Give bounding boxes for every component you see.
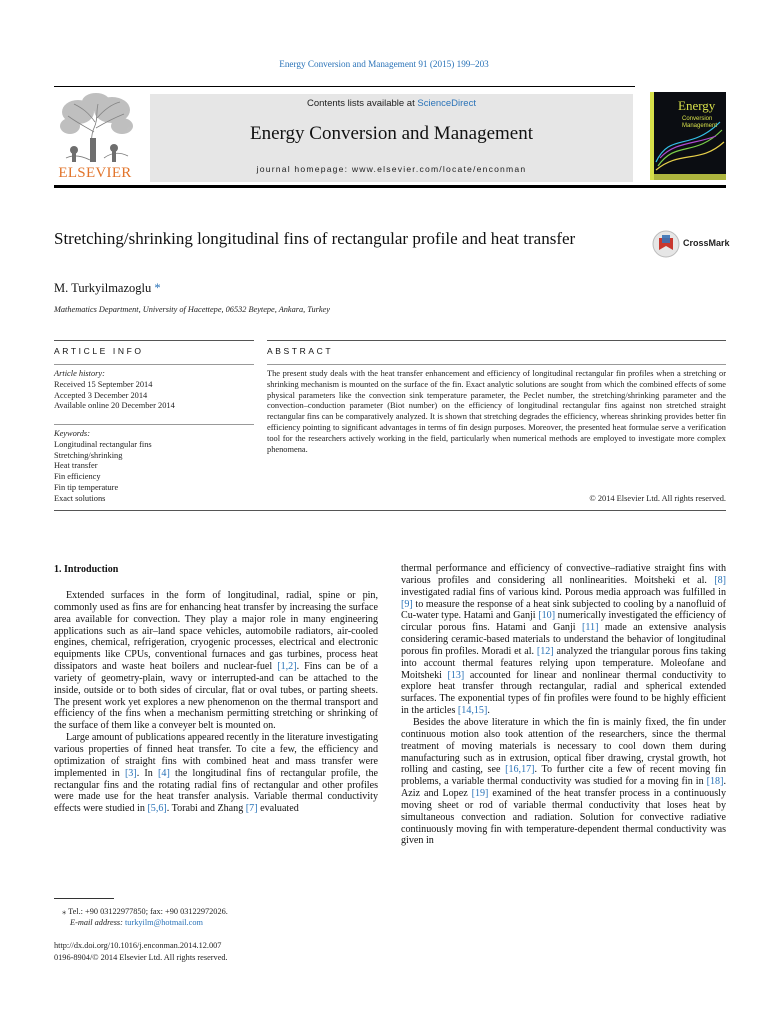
keywords-label: Keywords: [54,429,90,438]
text-run: numerically investigated the efficiency of circular porous fins. Hatami and Ganji [401,610,726,634]
abstract-subrule [267,364,726,365]
citation-link[interactable]: [9] [401,598,413,610]
footnote-contact [62,906,228,916]
footnote-rule [54,898,114,899]
history-online: Available online 20 December 2014 [54,401,175,411]
citation-link[interactable]: [8] [714,574,726,586]
issn-line: 0196-8904/© 2014 Elsevier Ltd. All rights reserved. [54,953,228,962]
author-footnote-mark[interactable]: * [154,281,161,295]
article-info-heading: ARTICLE INFO [54,346,144,356]
journal-reference[interactable]: Energy Conversion and Management 91 (2015) 199–203 [279,59,489,69]
journal-title: Energy Conversion and Management [250,123,533,144]
text-run: accounted for linear and nonlinear thermal conductivity to explore heat transfer through rectangular, radial and spherical extended surfaces. The exponential types of fin profiles were found to be highly efficient in the articles [401,669,726,717]
doi-link[interactable]: http://dx.doi.org/10.1016/j.enconman.2014.12.007 [54,941,222,950]
text-run: . In [136,767,159,779]
email-link[interactable]: turkyilm@hotmail.com [125,918,203,927]
body-paragraph [401,717,726,847]
citation-link[interactable]: [12] [536,645,554,657]
citation-link[interactable]: [11] [581,622,599,634]
header-top-rule [54,86,635,87]
citation-link[interactable]: [16,17] [505,764,535,776]
paper-title: Stretching/shrinking longitudinal fins of rectangular profile and heat transfer [54,229,576,248]
cover-subtitle-1: Conversion [682,116,713,122]
elsevier-tree-logo [54,92,136,180]
keyword-item: Longitudinal rectangular fins [54,439,152,449]
journal-header [54,92,726,182]
history-received: Received 15 September 2014 [54,379,153,389]
body-paragraph [401,563,726,717]
text-run: investigated radial fins of various kind. Porous media approach was fulfilled in [401,586,726,598]
text-run: . Torabi and Zhang [166,803,246,815]
text-run: thermal performance and efficiency of convective–radiative straight fins with various profiles and considering all nonlinearities. Moitsheki et al. [401,563,726,586]
text-run: the longitudinal fins of rectangular profile, the rectangular fins and the rotating radial fins of rectangular and other profiles were made use for the heat transfer analysis. Variable thermal conductivity effects were studied in [54,767,378,815]
text-run: . Fins can be of a variety of geometry-plain, wavy or interrupted-and can be attached to the inside, outside or to both sides of circular, flat or oval tubes, or parting sheets. The present work yet explores a new phenomenon on the thermal transport and efficiency of the fins when a mechanism permitting stretching or shrinking of the surface of them like a conveyer belt is mounted on. [54,661,378,732]
text-run: Extended surfaces in the form of longitudinal, radial, spine or pin, commonly used as fins are for enhancing heat transfer by increasing the surface area available for convection. They play a major role in many engineering applications such as air–land space vehicles, automobile radiators, air-cooled engines, chemical, refrigeration, cryogenic processes, electrical and electronic equipments like CPUs, conventional furnaces and gas turbines, process heat dissipators and waste heat boilers and nuclear-fuel [54,590,378,673]
footnote-tel: Tel.: +90 03122977850; fax: +90 03122972026. [68,907,228,916]
journal-banner [150,94,633,182]
article-info-rule [54,340,254,341]
keyword-item: Exact solutions [54,493,106,503]
citation-link[interactable]: [1,2] [277,661,297,673]
citation-link[interactable]: [10] [538,610,556,622]
citation-link[interactable]: [13] [447,669,465,681]
crossmark-icon [652,229,680,259]
keywords-rule [54,424,254,425]
author-name: M. Turkyilmazoglu [54,281,152,295]
keywords-block [54,429,152,505]
keyword-item: Stretching/shrinking [54,450,123,460]
section-heading-introduction: 1. Introduction [54,564,119,575]
history-accepted: Accepted 3 December 2014 [54,390,148,400]
citation-link[interactable]: [3] [124,767,137,779]
contents-prefix: Contents lists available at [307,98,418,109]
citation-link[interactable]: [5,6] [147,803,167,815]
citation-link[interactable]: [4] [158,767,170,779]
cover-title: Energy [678,98,716,113]
text-run: . Aziz and Lopez [401,776,726,800]
body-paragraph [54,732,378,815]
front-matter-bottom-rule [54,510,726,511]
article-history [54,369,175,412]
email-label: E-mail address: [70,918,125,927]
cover-subtitle [682,116,717,129]
header-bottom-rule [54,185,726,188]
footnote-email-line [70,918,203,927]
body-paragraph [54,590,378,732]
text-run: to measure the response of a heat sink subjected to cooling by a nanofluid of Cu-water type. Hatami and Ganji [401,598,726,622]
keyword-item: Fin efficiency [54,472,101,482]
text-run: examined of the heat transfer process in a continuously moving sheet or rod of variable thermal conductivity that loses heat by simultaneous convection and radiation. Solution for convective radiative continuously moving fin with temperature-dependent thermal conductivity was given in [401,788,726,847]
crossmark-label: CrossMark [683,238,730,248]
abstract-heading: ABSTRACT [267,346,334,356]
keyword-item: Heat transfer [54,461,98,471]
cover-subtitle-2: Management [682,122,718,129]
abstract-rule [267,340,726,341]
elsevier-wordmark: ELSEVIER [58,165,132,181]
text-run: evaluated [257,803,299,815]
sciencedirect-link[interactable]: ScienceDirect [417,98,476,109]
citation-link[interactable]: [14,15] [457,705,488,717]
body-column-right [401,563,726,847]
abstract-text: The present study deals with the heat transfer enhancement and efficiency of longitudinal rectangular fin profiles when a stretching or shrinking mechanism is mounted on the surface of the fin. Exact analytic solutions are sought from which the combined effects of some physical parameters like the convection sink temperature parameter, the Peclet number, the stretching/shrinking parameter and the convection–conduction parameter (Biot number) on the efficiency of longitudinal rectangular fins against non stretched straight rectangular fins can be comparatively analyzed. It is shown that stretching degrades the efficiency, whereas shrinking provides better fin efficiency pointing to significant advantages in terms of fin design purposes. Moreover, the presented heat formulae serve a verification tool for the researchers actively working in the field, particularly when numerical methods are employed to investigate more complex phenomena. [267,369,726,454]
text-run: analyzed the triangular porous fins taking into account thermal features relying upon temperature. Moleofane and Moitsheki [401,645,726,681]
article-info-subrule [54,364,254,365]
text-run: . [487,705,490,717]
tree-icon [54,92,136,164]
text-run: Besides the above literature in which the fin is mainly fixed, the fin under continuous motion also took attention of the researchers, since the thermal treatment of moving materials is necessary to cool down them during manufacturing such as in extrusion, optical fiber drawing, crystal growth, hot rolling and casting, see [401,716,726,776]
author-affiliation: Mathematics Department, University of Hacettepe, 06532 Beytepe, Ankara, Turkey [54,305,330,314]
journal-homepage-link[interactable]: journal homepage: www.elsevier.com/locate/enconman [256,164,527,174]
history-label: Article history: [54,369,105,378]
crossmark-badge[interactable] [652,229,732,261]
citation-link[interactable]: [18] [706,776,724,788]
abstract-copyright: © 2014 Elsevier Ltd. All rights reserved. [589,494,726,503]
author-line [54,281,161,296]
text-run: . To further cite a few of recent moving fin problems, a variable thermal conductivity was studied for a moving fin in [401,764,726,788]
body-column-left [54,590,378,815]
contents-line [150,98,633,109]
citation-link[interactable]: [7] [245,803,258,815]
text-run: made an extensive analysis considering ceramic-based materials to understand the behavior of longitudinal porous fin profiles. Moradi et al. [401,622,726,657]
keyword-item: Fin tip temperature [54,482,119,492]
text-run: Large amount of publications appeared recently in the literature investigating various properties of finned heat transfer. To cite a few, the efficiency and optimization of straight fins with combined heat and mass transfer were implemented in [54,732,378,779]
footnote-star: ⁎ [62,907,67,916]
journal-cover-thumbnail[interactable] [650,92,726,180]
citation-link[interactable]: [19] [471,788,489,800]
